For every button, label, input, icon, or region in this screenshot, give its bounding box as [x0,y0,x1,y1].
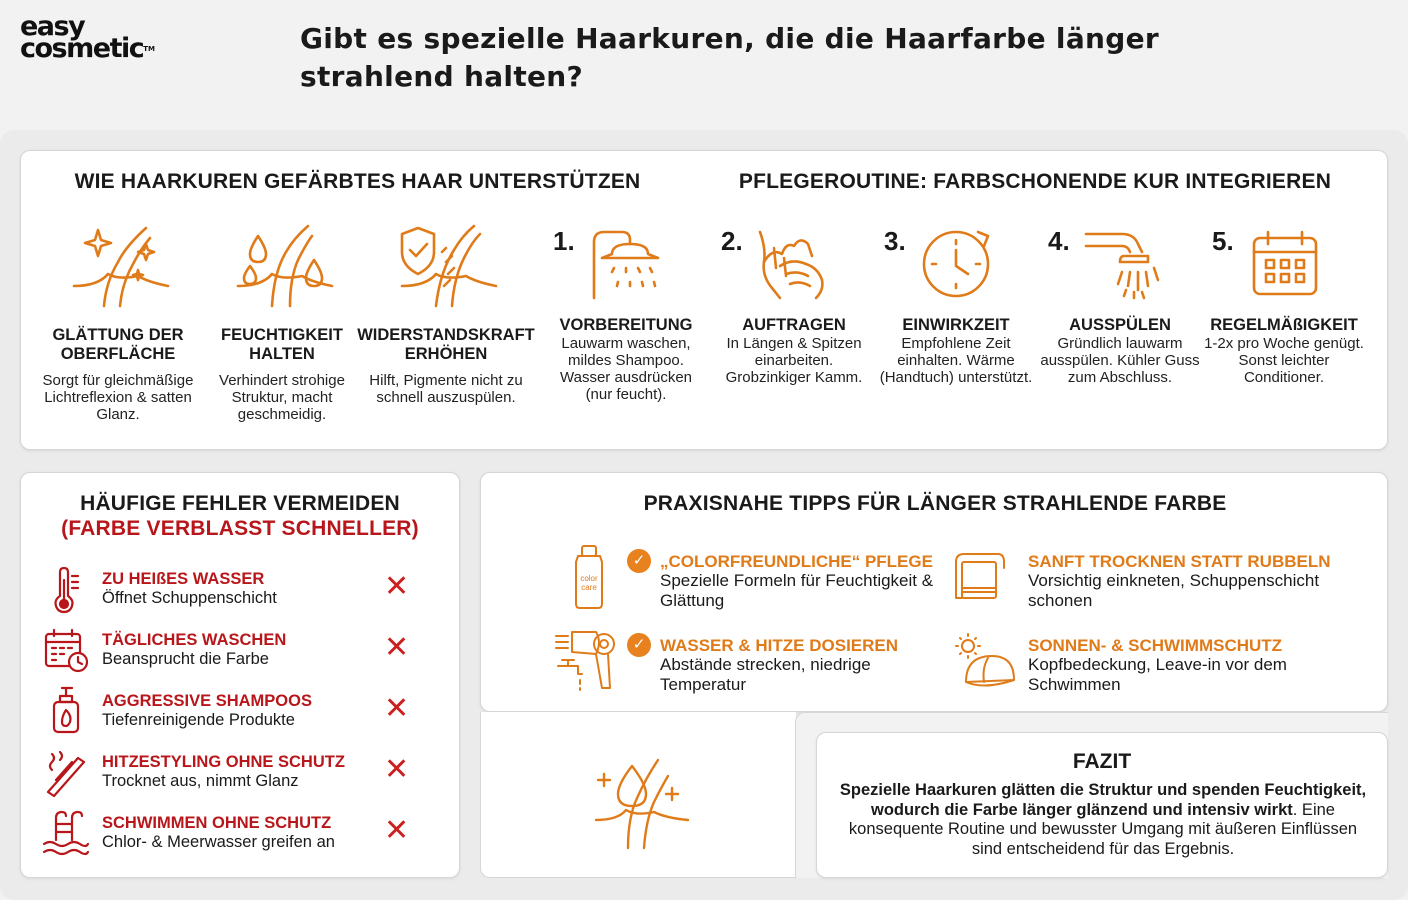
step-title: REGELMÄßIGKEIT [1210,316,1358,334]
step-number: 3. [884,226,906,256]
step-title: EINWIRKZEIT [902,316,1010,334]
brand-logo [20,11,155,64]
step-desc: Gründlich lauwarm ausspülen. Kühler Guss zum Abschluss. [1040,335,1200,386]
tip-title: SONNEN- & SCHWIMMSCHUTZ [1028,636,1283,655]
step-desc: In Längen & Spitzen einarbeiten. Grobzinkiger Kamm. [725,335,863,386]
tip-desc: Abstände strecken, niedrige Temperatur [660,655,871,694]
step-desc: 1-2x pro Woche genügt. Sonst leichter Conditioner. [1204,335,1364,386]
mistake-item-4 [102,753,345,791]
x-mark-icon: ✕ [384,631,410,664]
mistake-title: TÄGLICHES WASCHEN [102,631,287,649]
mistake-desc: Beansprucht die Farbe [102,650,269,668]
fazit-heading: FAZIT [1072,750,1132,773]
hairdryer-tap-icon [554,628,624,692]
x-mark-icon: ✕ [384,753,410,786]
benefit-smoothing [33,326,203,423]
benefit-title: WIDERSTANDSKRAFT ERHÖHEN [357,326,535,363]
mistake-title: AGGRESSIVE SHAMPOOS [102,692,312,710]
calendar-clock-icon [44,628,90,672]
routine-step-3 [876,316,1036,386]
benefit-resistance [351,326,541,406]
mistake-title: HITZESTYLING OHNE SCHUTZ [102,753,345,771]
benefit-desc: Hilft, Pigmente nicht zu schnell auszuspülen. [369,372,523,406]
benefit-title: FEUCHTIGKEIT HALTEN [221,326,343,363]
benefit-desc: Verhindert strohige Struktur, macht geschmeidig. [219,372,345,423]
tip-sun-swim [1028,636,1328,694]
tip-title: WASSER & HITZE DOSIEREN [660,636,899,655]
tip-title: SANFT TROCKNEN STATT RUBBELN [1028,552,1331,571]
clock-icon [918,228,998,300]
routine-step-4 [1040,316,1200,386]
bottle-label: color care [580,574,598,592]
tips-heading: PRAXISNAHE TIPPS FÜR LÄNGER STRAHLENDE FARBE [643,492,1227,515]
towel-icon [954,552,1006,602]
tip-desc: Vorsichtig einkneten, Schuppenschicht schonen [1028,571,1320,610]
support-heading: WIE HAARKUREN GEFÄRBTES HAAR UNTERSTÜTZEN [74,170,641,193]
hair-shield-icon [396,222,496,312]
mistake-desc: Chlor- & Meerwasser greifen an [102,833,335,851]
mistake-item-5 [102,814,335,852]
hair-shine-icon [68,222,168,312]
mistakes-heading: HÄUFIGE FEHLER VERMEIDEN [80,492,400,515]
mistake-item-3 [102,692,312,730]
calendar-icon [1248,228,1328,300]
tip-color-care [660,552,940,610]
mistake-desc: Öffnet Schuppenschicht [102,589,277,607]
flat-iron-icon [44,750,90,796]
hands-applying-icon [752,228,832,300]
routine-step-5 [1204,316,1364,386]
mistake-item-1 [102,570,277,608]
logo-line-1: easy [20,11,85,42]
routine-heading: PFLEGEROUTINE: FARBSCHONENDE KUR INTEGRIEREN [738,170,1332,193]
tip-desc: Spezielle Formeln für Feuchtigkeit & Glättung [660,571,934,610]
benefit-desc: Sorgt für gleichmäßige Lichtreflexion & satten Glanz. [42,372,194,423]
tip-gentle-drying [1028,552,1358,610]
logo-line-2: cosmetic [20,33,144,64]
step-desc: Lauwarm waschen, mildes Shampoo. Wasser ausdrücken (nur feucht). [560,335,692,403]
hair-moisture-icon [232,222,332,312]
fazit-bold-2: wirkt [1254,800,1293,819]
step-number: 5. [1212,226,1234,256]
mistake-item-2 [102,631,286,669]
routine-step-1 [546,316,706,403]
check-icon: ✓ [627,633,651,657]
tip-title: „COLORFREUNDLICHE“ PFLEGE [660,552,933,571]
x-mark-icon: ✕ [384,814,410,847]
mistake-title: SCHWIMMEN OHNE SCHUTZ [102,814,332,832]
fazit-text [836,781,1370,859]
mistake-title: ZU HEIßES WASSER [102,570,265,588]
step-number: 2. [721,226,743,256]
benefit-title: GLÄTTUNG DER OBERFLÄCHE [52,326,184,363]
mistake-desc: Tiefenreinigende Produkte [102,711,295,729]
water-tap-icon [1082,228,1162,300]
step-number: 4. [1048,226,1070,256]
step-title: AUFTRAGEN [742,316,846,334]
routine-step-2 [714,316,874,386]
tip-desc: Kopfbedeckung, Leave-in vor dem Schwimmen [1028,655,1287,694]
mistake-desc: Trocknet aus, nimmt Glanz [102,772,299,790]
step-title: AUSSPÜLEN [1069,316,1171,334]
check-icon: ✓ [627,549,651,573]
tip-water-heat [660,636,920,694]
shampoo-bottle-icon [50,686,82,734]
shower-icon [586,228,666,300]
benefit-moisture [197,326,367,423]
step-title: VORBEREITUNG [559,316,693,334]
step-desc: Empfohlene Zeit einhalten. Wärme (Handtuch) unterstützt. [879,335,1033,386]
logo-trademark: TM [143,45,155,53]
page-title: Gibt es spezielle Haarkuren, die die Haarfarbe länger strahlend halten? [300,22,1160,93]
thermometer-icon [48,566,84,612]
x-mark-icon: ✕ [384,570,410,603]
step-number: 1. [553,226,575,256]
x-mark-icon: ✕ [384,692,410,725]
hair-drop-icon [592,756,692,852]
mistakes-subheading: (FARBE VERBLASST SCHNELLER) [61,517,419,540]
pool-ladder-icon [42,810,90,854]
fazit-bold-1: Spezielle Haarkuren glätten die Struktur und spenden Feuchtigkeit, wodurch die Farbe länger glänzend und intensiv [839,781,1367,819]
sun-cap-icon [952,632,1018,692]
fazit-rest: . Eine konsequente Routine und bewusster Umgang mit äußeren Einflüssen sind entscheidend für das Ergebnis. [848,800,1358,858]
